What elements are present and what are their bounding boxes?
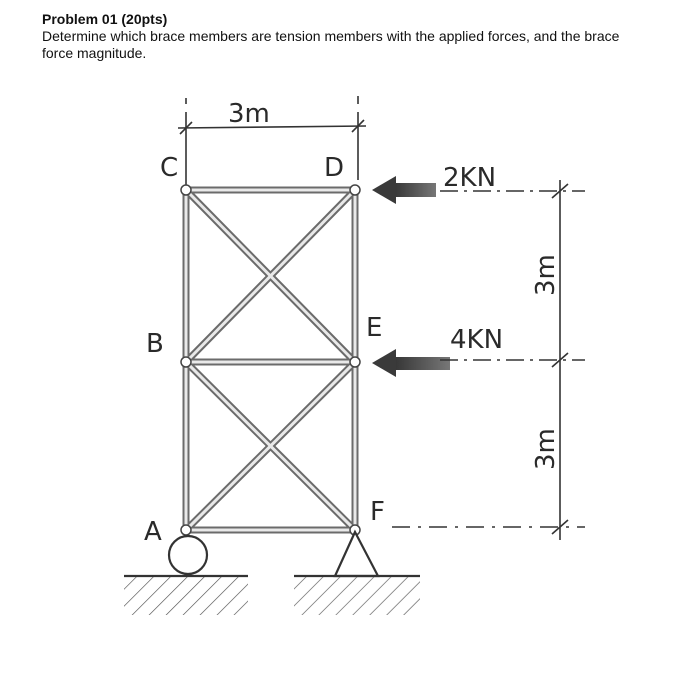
node-label-b: B (146, 329, 164, 359)
pin-support (335, 532, 378, 576)
load-label-top: 2KN (443, 163, 497, 193)
load-arrow-top (372, 176, 436, 204)
lower-height-dimension-label: 3m (531, 428, 561, 470)
roller-support (169, 536, 207, 574)
node-label-c: C (160, 153, 179, 183)
truss-members (181, 185, 360, 535)
node-label-f: F (370, 497, 385, 527)
ground-right (294, 576, 420, 615)
problem-title: Problem 01 (20pts) (42, 11, 168, 27)
ground-left (124, 576, 248, 615)
node-label-a: A (144, 517, 162, 547)
width-dimension-label: 3m (228, 99, 270, 129)
problem-statement: Determine which brace members are tension members with the applied forces, and the brace force magnitude. (42, 28, 620, 61)
node-label-e: E (366, 313, 383, 343)
upper-height-dimension-label: 3m (531, 254, 561, 296)
load-arrow-middle (372, 349, 450, 377)
load-label-middle: 4KN (450, 325, 504, 355)
node-label-d: D (324, 153, 345, 183)
